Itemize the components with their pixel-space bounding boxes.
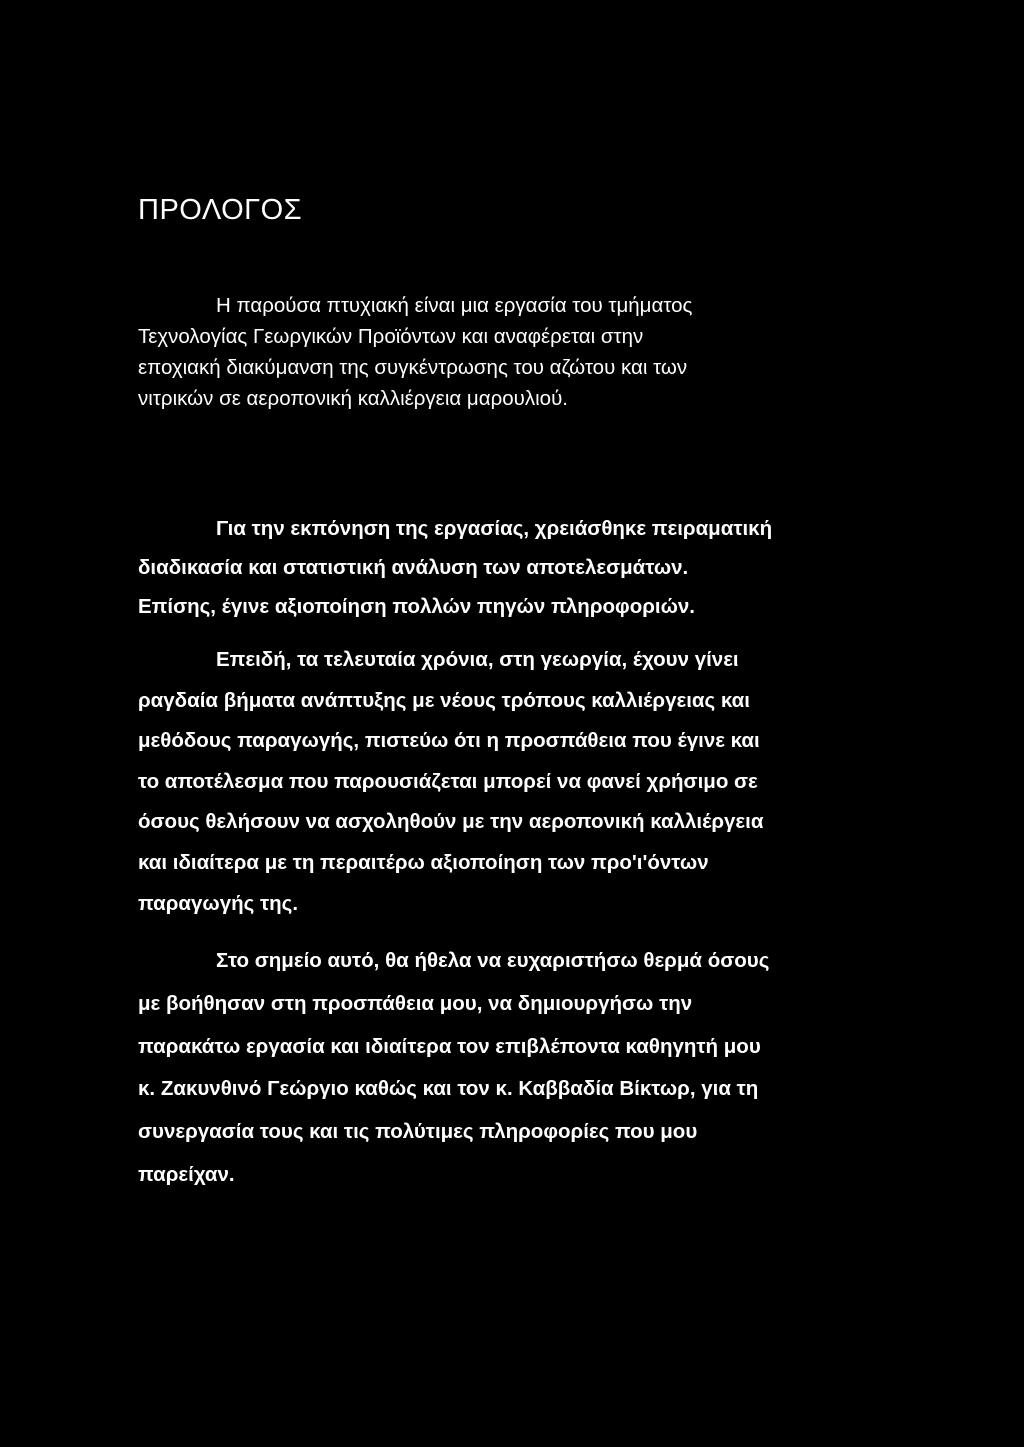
paragraph-line: Επειδή, τα τελευταία χρόνια, στη γεωργία, έχουν γίνει bbox=[216, 648, 739, 671]
paragraph-line: και ιδιαίτερα με τη περαιτέρω αξιοποίηση των προ'ι'όντων bbox=[138, 850, 709, 874]
paragraph-line: μεθόδους παραγωγής, πιστεύω ότι η προσπάθεια που έγινε και bbox=[138, 729, 760, 753]
paragraph-line: παραγωγής της. bbox=[138, 891, 299, 915]
paragraph-method bbox=[138, 509, 872, 626]
paragraph-line: διαδικασία και στατιστική ανάλυση των αποτελεσμάτων. bbox=[138, 556, 689, 579]
paragraph-acknowledgements bbox=[138, 940, 872, 1197]
paragraph-line: Στο σημείο αυτό, θα ήθελα να ευχαριστήσω θερμά όσους bbox=[216, 949, 770, 972]
paragraph-line: παρείχαν. bbox=[138, 1162, 235, 1186]
paragraph-line: κ. Ζακυνθινό Γεώργιο καθώς και τον κ. Καββαδία Βίκτωρ, για τη bbox=[138, 1077, 759, 1101]
paragraph-line: νιτρικών σε αεροπονική καλλιέργεια μαρουλιού. bbox=[138, 387, 568, 410]
paragraph-line: ραγδαία βήματα ανάπτυξης με νέους τρόπους καλλιέργειας και bbox=[138, 688, 750, 712]
paragraph-line: με βοήθησαν στη προσπάθεια μου, να δημιουργήσω την bbox=[138, 991, 693, 1015]
paragraph-motivation bbox=[138, 640, 872, 924]
paragraph-line: το αποτέλεσμα που παρουσιάζεται μπορεί να φανεί χρήσιμο σε bbox=[138, 769, 758, 793]
paragraph-line: εποχιακή διακύμανση της συγκέντρωσης του αζώτου και των bbox=[138, 356, 688, 379]
paragraph-line: όσους θελήσουν να ασχοληθούν με την αεροπονική καλλιέργεια bbox=[138, 810, 764, 834]
paragraph-line: Επίσης, έγινε αξιοποίηση πολλών πηγών πληροφοριών. bbox=[138, 595, 696, 618]
paragraph-line: Για την εκπόνηση της εργασίας, χρειάσθηκε πειραματική bbox=[216, 517, 773, 540]
paragraph-line: Τεχνολογίας Γεωργικών Προϊόντων και αναφέρεται στην bbox=[138, 325, 644, 348]
paragraph-line: συνεργασία τους και τις πολύτιμες πληροφορίες που μου bbox=[138, 1120, 698, 1144]
page-title: ΠΡΟΛΟΓΟΣ bbox=[138, 194, 303, 226]
paragraph-line: παρακάτω εργασία και ιδιαίτερα τον επιβλέποντα καθηγητή μου bbox=[138, 1034, 761, 1058]
paragraph-line: Η παρούσα πτυχιακή είναι μια εργασία του τμήματος bbox=[216, 294, 693, 317]
paragraph-intro bbox=[138, 290, 872, 414]
